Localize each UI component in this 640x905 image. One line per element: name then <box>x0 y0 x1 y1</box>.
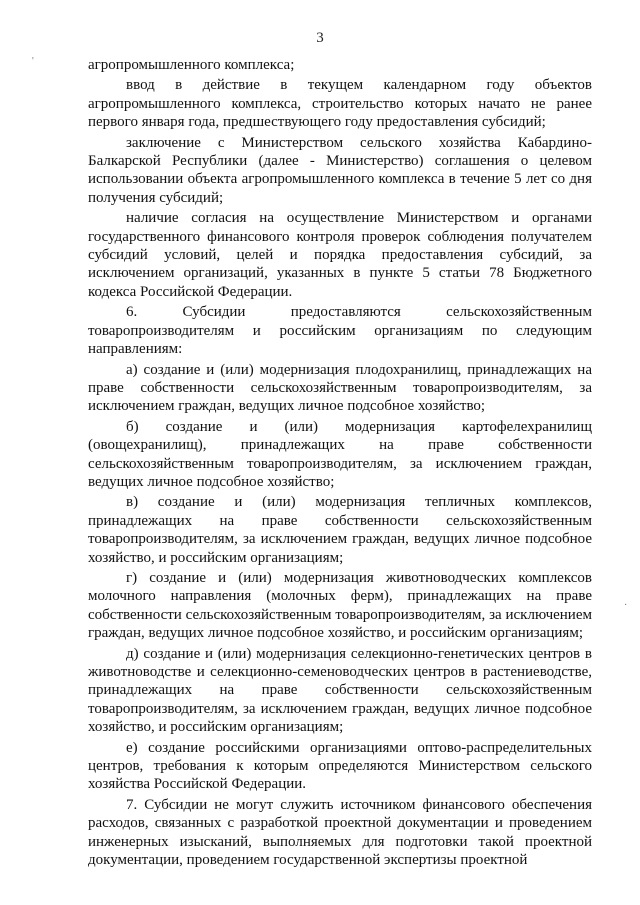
paragraph: ввод в действие в текущем календарном году объектов агропромышленного комплекса, строительство которых начато не ранее первого января года, предшествующего году предоставления субсидий; <box>88 77 592 131</box>
document-body <box>88 56 592 871</box>
paragraph: е) создание российскими организациями оптово-распределительных центров, требования к которым определяются Министерством сельского хозяйства Российской Федерации. <box>88 739 592 793</box>
paragraph: наличие согласия на осуществление Министерством и органами государственного финансового контроля проверок соблюдения получателем субсидий условий, целей и порядка предоставления субсидий, за исключением организаций, указанных в пункте 5 статьи 78 Бюджетного кодекса Российской Федерации. <box>88 210 592 300</box>
page-number: 3 <box>316 30 324 46</box>
paragraph: б) создание и (или) модернизация картофелехранилищ (овощехранилищ), принадлежащих на праве собственности сельскохозяйственным товаропроизводителям, за исключением граждан, ведущих личное подсобное хозяйство; <box>88 418 592 490</box>
paragraph: заключение с Министерством сельского хозяйства Кабардино-Балкарской Республики (далее - Министерство) соглашения о целевом использовании объекта агропромышленного комплекса в течение 5 лет со дня получения субсидий; <box>88 134 592 206</box>
paragraph: д) создание и (или) модернизация селекционно-генетических центров в животноводстве и селекционно-семеноводческих центров в растениеводстве, принадлежащих на праве собственности сельскохозяйственным товаропроизводителям, за исключением граждан, ведущих личное подсобное хозяйство, и российским организациям; <box>88 645 592 736</box>
paragraph: а) создание и (или) модернизация плодохранилищ, принадлежащих на праве собственности сельскохозяйственным товаропроизводителям, за исключением граждан, ведущих личное подсобное хозяйство; <box>88 361 592 415</box>
scan-mark: · <box>624 600 628 611</box>
paragraph: 6. Субсидии предоставляются сельскохозяйственным товаропроизводителям и российским организациям по следующим направлениям: <box>88 304 592 358</box>
paragraph: в) создание и (или) модернизация тепличных комплексов, принадлежащих на праве собственности сельскохозяйственным товаропроизводителям, за исключением граждан, ведущих личное подсобное хозяйство, и российским организациям; <box>88 494 592 566</box>
paragraph: агропромышленного комплекса; <box>88 57 295 73</box>
paragraph: г) создание и (или) модернизация животноводческих комплексов молочного направления (молочных ферм), принадлежащих на праве собственности сельскохозяйственным товаропроизводителям, за исключением граждан, ведущих личное подсобное хозяйство, и российским организациям; <box>88 569 592 642</box>
paragraph: 7. Субсидии не могут служить источником финансового обеспечения расходов, связанных с разработкой проектной документации и проведением инженерных изысканий, выполняемых для подготовки такой проектной документации, проведением государственной экспертизы проектной <box>88 796 592 869</box>
scan-mark: ' <box>32 56 34 67</box>
